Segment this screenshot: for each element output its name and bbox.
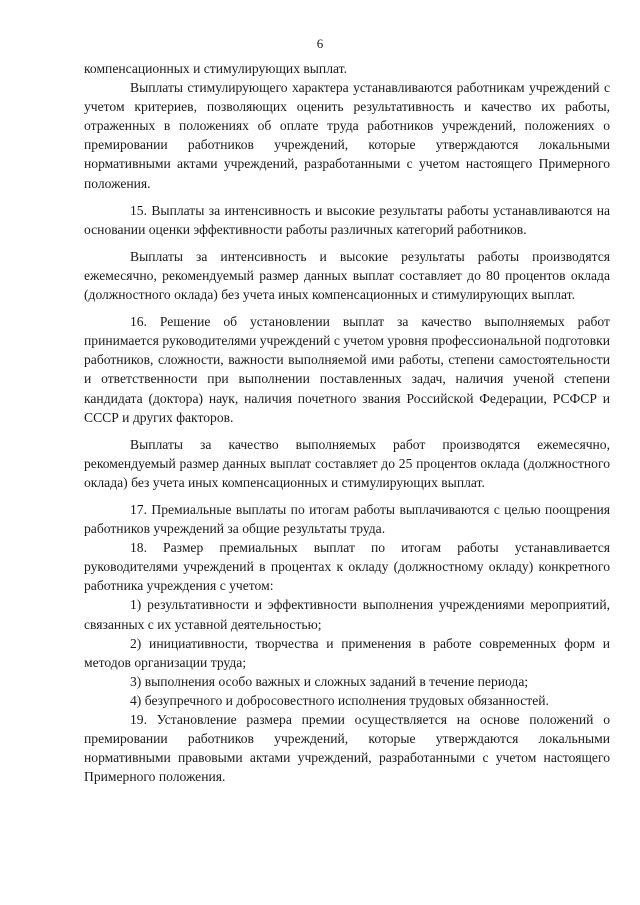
page-number: 6	[316, 36, 324, 51]
paragraph-item-18: 18. Размер премиальных выплат по итогам работы устанавливается руководителями учреждений в процентах к окладу (должностному окладу) конкретного работника учреждения с учетом:	[84, 540, 610, 594]
paragraph-item-17: 17. Премиальные выплаты по итогам работы выплачиваются с целью поощрения работников учреждений за общие результаты труда.	[84, 501, 610, 537]
list-item-2: 2) инициативности, творчества и применения в работе современных форм и методов организации труда;	[84, 635, 610, 670]
paragraph-item-16: 16. Решение об установлении выплат за качество выполняемых работ принимается руководителями учреждений с учетом уровня профессиональной подготовки работников, сложности, важности выполняемой ими работы, степени самостоятельности и ответственности при выполнении поставленных задач, наличия ученой степени кандидата (доктора) наук, наличия почетного звания Российской Федерации, РСФСР и СССР и других факторов.	[84, 314, 610, 425]
paragraph-item-15: 15. Выплаты за интенсивность и высокие результаты работы устанавливаются на основании оценки эффективности работы различных категорий работников.	[84, 202, 610, 237]
list-item-4: 4) безупречного и добросовестного исполнения трудовых обязанностей.	[130, 692, 549, 708]
list-item-1: 1) результативности и эффективности выполнения учреждениями мероприятий, связанных с их уставной деятельностью;	[84, 597, 610, 632]
paragraph-intensity-payments: Выплаты за интенсивность и высокие результаты работы производятся ежемесячно, рекомендуемый размер данных выплат составляет до 80 процентов оклада (должностного оклада) без учета иных компенсационных и стимулирующих выплат.	[84, 248, 610, 303]
paragraph-stimulating-payments: Выплаты стимулирующего характера устанавливаются работникам учреждений с учетом критериев, позволяющих оценить результативность и качество их работы, отраженных в положениях об оплате труда работников учреждений, положениях о премировании работников учреждений, которые утверждаются локальными нормативными актами учреждений, разработанными с учетом настоящего Примерного положения.	[84, 80, 610, 191]
paragraph-continuation: компенсационных и стимулирующих выплат.	[84, 61, 347, 76]
paragraph-item-19: 19. Установление размера премии осуществляется на основе положений о премировании работников учреждений, которые утверждаются локальными нормативными правовыми актами учреждений, разработанными с учетом настоящего Примерного положения.	[84, 712, 610, 785]
list-item-3: 3) выполнения особо важных и сложных заданий в течение периода;	[130, 673, 529, 689]
document-body	[84, 59, 610, 786]
paragraph-quality-payments: Выплаты за качество выполняемых работ производятся ежемесячно, рекомендуемый размер данных выплат составляет до 25 процентов оклада (должностного оклада) без учета иных компенсационных и стимулирующих выплат.	[84, 436, 610, 490]
